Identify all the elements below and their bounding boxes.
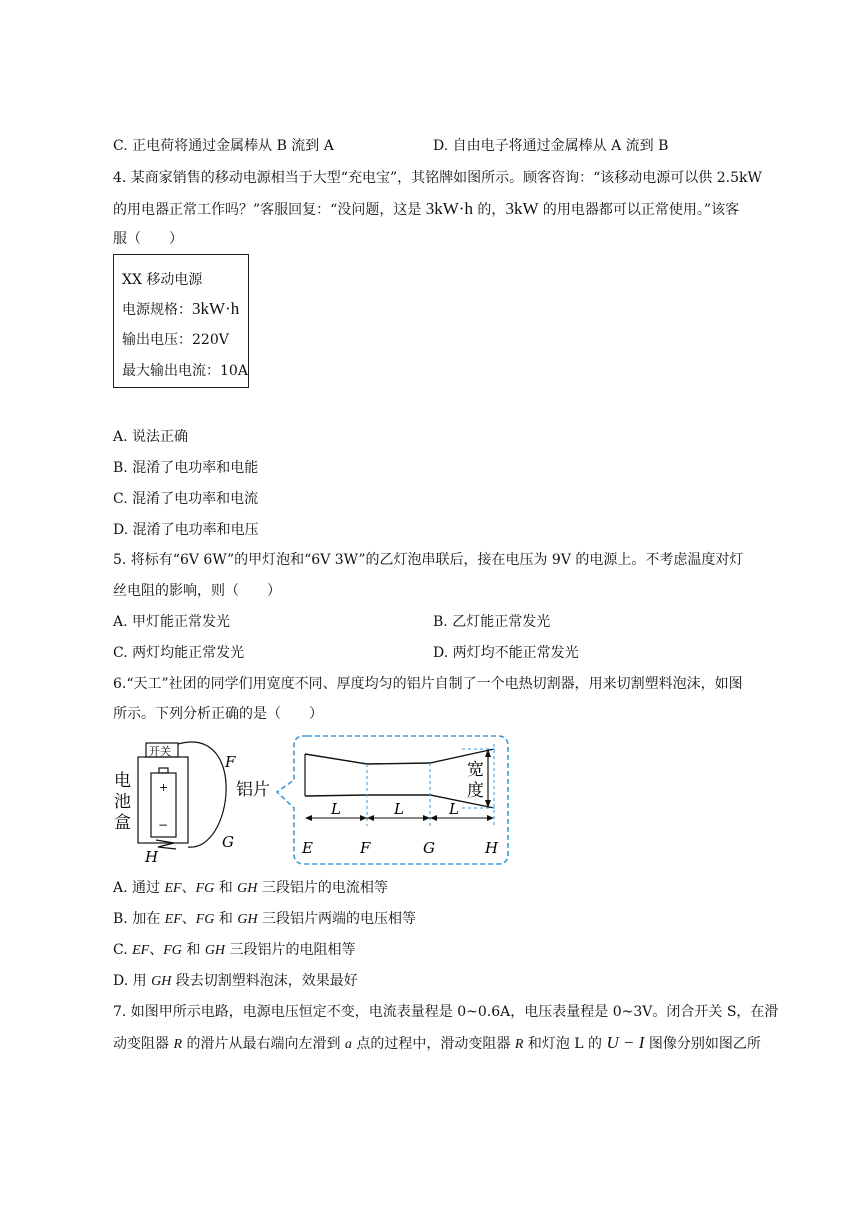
q6-a-sep1: 、 <box>181 880 196 896</box>
wire-loop <box>178 742 226 847</box>
point-label-F: F <box>360 839 371 857</box>
q7-text-b: 的滑片从最右端向左滑到 <box>182 1036 345 1052</box>
q7-var-R-2: R <box>514 1037 524 1052</box>
q6-option-a <box>113 878 388 899</box>
foil-label: 铝片 <box>236 780 270 800</box>
q6-option-d <box>113 971 358 992</box>
dim-arrow-4 <box>423 815 430 821</box>
point-label-G: G <box>423 839 435 857</box>
q4-stem-line1: 4. 某商家销售的移动电源相当于大型“充电宝”，其铭牌如图所示。顾客咨询：“该移动电源可以供 2.5kW <box>113 170 762 186</box>
nameplate-title: XX 移动电源 <box>122 272 203 288</box>
battery-box-char-3: 盒 <box>114 813 131 833</box>
q4-stem-line2 <box>113 199 739 220</box>
q6-a-text-post: 三段铝片的电流相等 <box>257 880 388 896</box>
q7-text-e: 图像分别如图乙所 <box>644 1036 761 1052</box>
q7-var-R-1: R <box>173 1037 183 1052</box>
q6-option-c <box>113 940 356 961</box>
q7-text-d: 和灯泡 L 的 <box>523 1036 607 1052</box>
q7-ui-graph-label: U − I <box>606 1033 645 1052</box>
q4-stem-text-b: 的， <box>472 202 506 218</box>
point-label-E: E <box>302 839 313 857</box>
q4-unit-kwh: 3kW·h <box>425 199 473 218</box>
left-label-H: H <box>145 848 159 866</box>
segment-L-1: L <box>331 800 341 818</box>
q4-stem-text-c: 的用电器都可以正常使用。”该客 <box>538 202 740 218</box>
q4-option-b: B. 混淆了电功率和电能 <box>113 460 259 476</box>
q7-text-a: 动变阻器 <box>113 1036 174 1052</box>
q6-cutter-figure <box>108 730 518 868</box>
dim-arrow-1 <box>305 815 312 821</box>
q4-unit-kw: 3kW <box>505 199 539 218</box>
dim-arrow-5 <box>430 815 437 821</box>
q4-stem-line3: 服（ ） <box>113 231 183 247</box>
q7-stem-line1: 7. 如图甲所示电路，电源电压恒定不变，电流表量程是 0~0.6A，电压表量程是 0~3V。闭合开关 S，在滑 <box>113 1004 779 1020</box>
q6-c-text-pre: C. <box>113 942 133 958</box>
width-label-char-2: 度 <box>467 781 484 801</box>
left-label-G: G <box>222 833 234 851</box>
q7-stem-line2 <box>113 1033 761 1055</box>
q6-b-text-pre: B. 加在 <box>113 911 165 927</box>
foil-top-edge <box>305 749 494 764</box>
q6-stem-line2: 所示。下列分析正确的是（ ） <box>113 706 323 722</box>
q3-option-d: D. 自由电子将通过金属棒从 A 流到 B <box>433 138 669 154</box>
q6-a-sep2: 和 <box>214 880 238 896</box>
nameplate-spec-label: 电源规格： <box>122 302 192 318</box>
nameplate-current: 最大输出电流：10A <box>122 363 248 379</box>
battery-terminal <box>159 768 168 773</box>
q6-b-ef: EF <box>164 912 182 927</box>
battery-plus-sign: + <box>159 781 169 794</box>
q6-c-sep2: 和 <box>181 942 205 958</box>
q5-option-a: A. 甲灯能正常发光 <box>113 614 231 630</box>
dim-arrow-2 <box>360 815 367 821</box>
q3-option-c: C. 正电荷将通过金属棒从 B 流到 A <box>113 138 334 154</box>
battery-box-char-2: 池 <box>114 792 131 812</box>
q6-d-text-pre: D. 用 <box>113 973 152 989</box>
q5-option-b: B. 乙灯能正常发光 <box>433 614 551 630</box>
q6-b-fg: FG <box>195 912 215 927</box>
switch-label: 开关 <box>149 745 171 758</box>
q6-a-fg: FG <box>195 881 215 896</box>
q6-d-text-post: 段去切割塑料泡沫，效果最好 <box>171 973 358 989</box>
battery-minus-sign: − <box>158 818 169 832</box>
q5-stem-line2: 丝电阻的影响，则（ ） <box>113 583 281 599</box>
q5-option-d: D. 两灯均不能正常发光 <box>433 645 579 661</box>
left-label-F: F <box>225 753 236 771</box>
q4-option-c: C. 混淆了电功率和电流 <box>113 491 259 507</box>
segment-L-2: L <box>394 800 404 818</box>
point-label-H: H <box>485 839 499 857</box>
q6-option-b <box>113 909 416 930</box>
nameplate-voltage: 输出电压：220V <box>122 332 229 348</box>
q5-stem-line1: 5. 将标有“6V 6W”的甲灯泡和“6V 3W”的乙灯泡串联后，接在电压为 9V 的电源上。不考虑温度对灯 <box>113 552 744 568</box>
dim-arrow-6 <box>487 815 494 821</box>
q6-c-text-post: 三段铝片的电阻相等 <box>225 942 356 958</box>
q6-c-ef: EF <box>132 943 150 958</box>
q6-c-fg: FG <box>163 943 182 958</box>
q4-option-d: D. 混淆了电功率和电压 <box>113 522 259 538</box>
q6-c-gh: GH <box>204 943 226 958</box>
q6-a-ef: EF <box>164 881 182 896</box>
q6-a-text-pre: A. 通过 <box>113 880 165 896</box>
q6-a-gh: GH <box>237 881 258 896</box>
spring-contact <box>156 840 176 849</box>
nameplate-spec-value: 3kW·h <box>192 299 240 318</box>
q6-b-sep1: 、 <box>181 911 196 927</box>
power-bank-nameplate <box>113 254 249 388</box>
battery-box-char-1: 电 <box>114 771 131 791</box>
nameplate-spec <box>122 299 239 319</box>
q5-option-c: C. 两灯均能正常发光 <box>113 645 245 661</box>
dim-arrow-3 <box>367 815 374 821</box>
q6-d-gh: GH <box>151 974 172 989</box>
q7-text-c: 点的过程中，滑动变阻器 <box>351 1036 515 1052</box>
q6-stem-line1: 6.“天工”社团的同学们用宽度不同、厚度均匀的铝片自制了一个电热切割器，用来切割塑料泡沫，如图 <box>113 676 743 692</box>
width-label-char-1: 宽 <box>467 760 484 780</box>
q7-point-a: a <box>344 1037 352 1052</box>
q4-option-a: A. 说法正确 <box>113 429 189 445</box>
q6-c-sep1: 、 <box>149 942 164 958</box>
q4-stem-text-a: 的用电器正常工作吗？”客服回复：“没问题，这是 <box>113 202 426 218</box>
q6-b-text-post: 三段铝片两端的电压相等 <box>257 911 417 927</box>
segment-L-3: L <box>449 800 459 818</box>
q6-b-gh: GH <box>237 912 258 927</box>
q6-b-sep2: 和 <box>214 911 238 927</box>
